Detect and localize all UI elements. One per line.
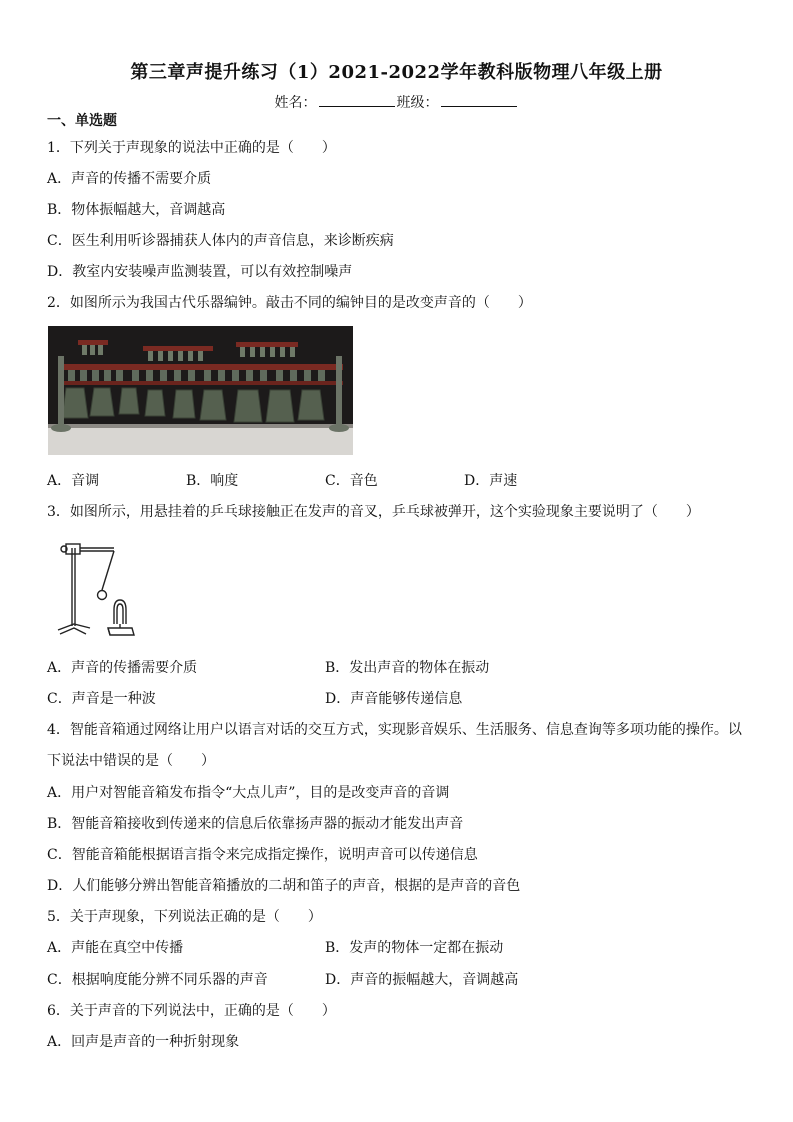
question-1-option-a: A．声音的传播不需要介质 bbox=[47, 171, 212, 187]
tuning-fork-experiment-image bbox=[52, 538, 136, 638]
question-3-option-b: B．发出声音的物体在振动 bbox=[325, 660, 490, 676]
question-5-option-c: C．根据响度能分辨不同乐器的声音 bbox=[47, 972, 268, 988]
question-4-option-b: B．智能音箱接收到传递来的信息后依靠扬声器的振动才能发出声音 bbox=[47, 816, 464, 832]
question-3-option-d: D．声音能够传递信息 bbox=[325, 691, 463, 707]
question-3-stem: 3．如图所示，用悬挂着的乒乓球接触正在发声的音叉，乒乓球被弹开，这个实验现象主要说明了（ ） bbox=[47, 504, 700, 520]
question-2-option-a: A．音调 bbox=[47, 473, 100, 489]
question-5-options-row-1 bbox=[47, 939, 603, 957]
question-6-stem: 6．关于声音的下列说法中，正确的是（ ） bbox=[47, 1003, 336, 1019]
question-4-option-a: A．用户对智能音箱发布指令“大点儿声”，目的是改变声音的音调 bbox=[47, 785, 450, 801]
question-2-option-b: B．响度 bbox=[186, 473, 239, 489]
question-1-stem: 1．下列关于声现象的说法中正确的是（ ） bbox=[47, 140, 336, 156]
question-2-option-c: C．音色 bbox=[325, 473, 378, 489]
student-info bbox=[0, 92, 793, 112]
question-3-option-c: C．声音是一种波 bbox=[47, 691, 156, 707]
question-3-option-a: A．声音的传播需要介质 bbox=[47, 660, 198, 676]
page-title: 第三章声提升练习（1）2021-2022学年教科版物理八年级上册 bbox=[130, 62, 663, 83]
question-3-options-row-2 bbox=[47, 690, 603, 708]
question-1-option-b: B．物体振幅越大，音调越高 bbox=[47, 202, 226, 218]
section-title: 一、单选题 bbox=[47, 113, 117, 129]
name-blank[interactable] bbox=[319, 92, 395, 107]
question-5-options-row-2 bbox=[47, 971, 603, 989]
name-label: 姓名： bbox=[274, 95, 317, 111]
question-2-option-d: D．声速 bbox=[464, 473, 518, 489]
question-4-stem-line-2: 下说法中错误的是（ ） bbox=[47, 753, 215, 769]
question-2-stem: 2．如图所示为我国古代乐器编钟。敲击不同的编钟目的是改变声音的（ ） bbox=[47, 295, 532, 311]
question-3-options-row-1 bbox=[47, 659, 603, 677]
question-4-option-c: C．智能音箱能根据语言指令来完成指定操作，说明声音可以传递信息 bbox=[47, 847, 478, 863]
question-1-option-d: D．教室内安装噪声监测装置，可以有效控制噪声 bbox=[47, 264, 353, 280]
question-2-options bbox=[47, 472, 603, 490]
bianzhong-bells-image bbox=[48, 326, 353, 455]
question-5-option-d: D．声音的振幅越大，音调越高 bbox=[325, 972, 519, 988]
class-label: 班级： bbox=[396, 95, 439, 111]
class-blank[interactable] bbox=[441, 92, 517, 107]
question-5-stem: 5．关于声现象，下列说法正确的是（ ） bbox=[47, 909, 322, 925]
question-4-stem-line-1: 4．智能音箱通过网络让用户以语言对话的交互方式，实现影音娱乐、生活服务、信息查询等多项功能的操作。以 bbox=[47, 722, 742, 738]
question-1-option-c: C．医生利用听诊器捕获人体内的声音信息，来诊断疾病 bbox=[47, 233, 394, 249]
question-5-option-b: B．发声的物体一定都在振动 bbox=[325, 940, 504, 956]
question-6-option-a: A．回声是声音的一种折射现象 bbox=[47, 1034, 240, 1050]
question-4-option-d: D．人们能够分辨出智能音箱播放的二胡和笛子的声音，根据的是声音的音色 bbox=[47, 878, 521, 894]
question-5-option-a: A．声能在真空中传播 bbox=[47, 940, 184, 956]
